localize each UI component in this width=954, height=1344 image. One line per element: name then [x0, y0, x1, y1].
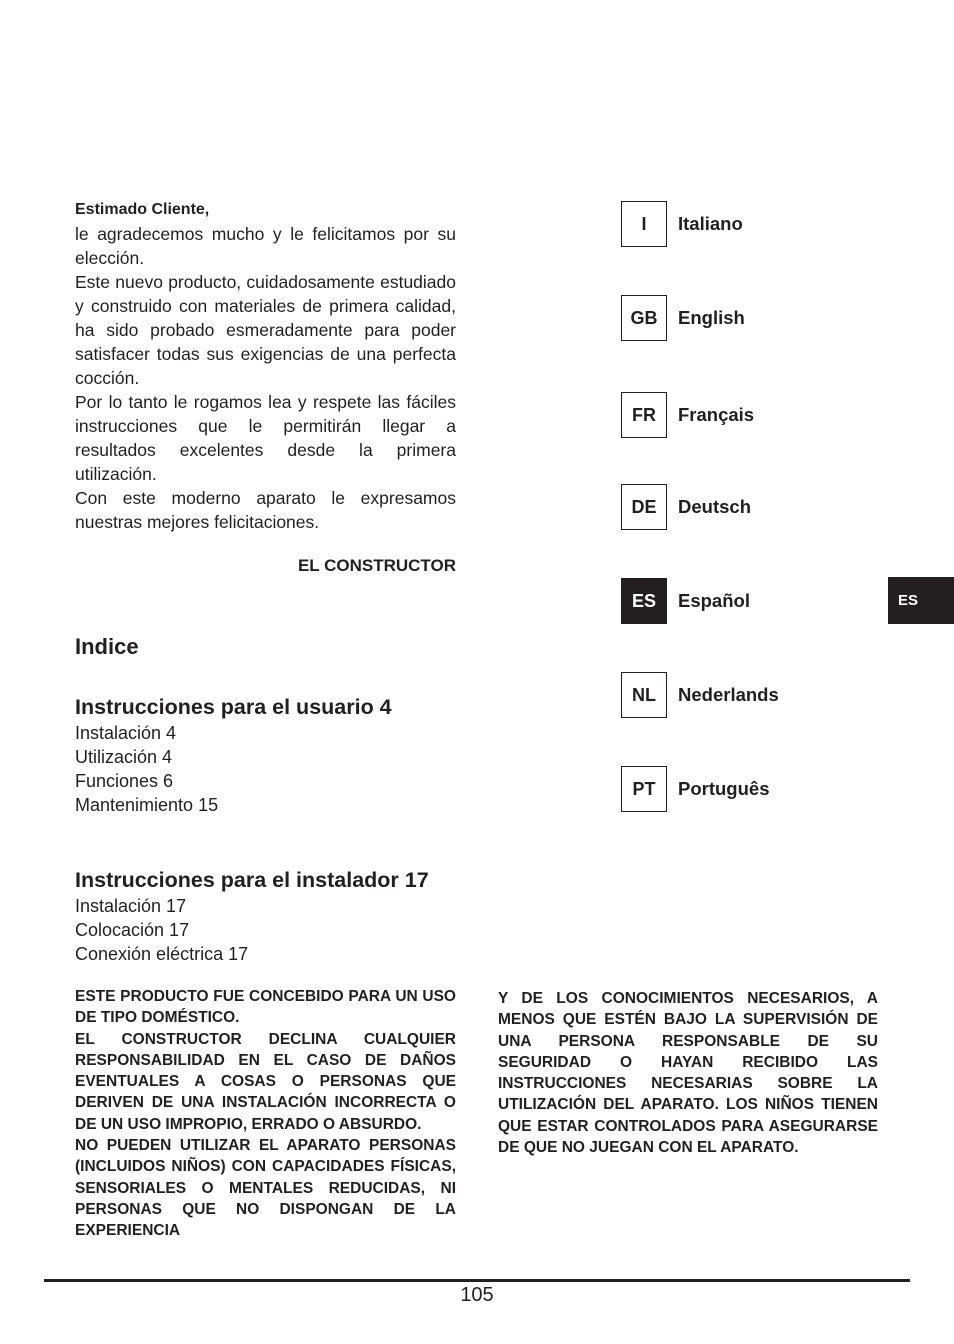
warning-paragraph: NO PUEDEN UTILIZAR EL APARATO PERSONAS (INCLUIDOS NIÑOS) CON CAPACIDADES FÍSICAS, SENSORIALES O MENTALES REDUCIDAS, NI PERSONAS QUE NO DISPONGAN DE LA EXPERIENCIA — [75, 1137, 456, 1240]
language-item-english[interactable] — [621, 295, 745, 341]
toc-item[interactable]: Instalación 4 — [75, 723, 177, 743]
footer-divider — [44, 1279, 910, 1282]
language-code-active: ES — [621, 578, 667, 624]
toc-item[interactable]: Mantenimiento 15 — [75, 795, 219, 815]
installer-section — [75, 866, 429, 966]
greeting: Estimado Cliente, — [75, 201, 210, 218]
language-code: DE — [621, 484, 667, 530]
language-code: NL — [621, 672, 667, 718]
user-section-heading: Instrucciones para el usuario 4 — [75, 695, 392, 719]
language-item-italiano[interactable] — [621, 201, 743, 247]
installer-section-list — [75, 894, 429, 966]
language-name: Français — [678, 404, 755, 425]
warning-paragraph: ESTE PRODUCTO FUE CONCEBIDO PARA UN USO DE TIPO DOMÉSTICO. — [75, 988, 456, 1027]
language-code: GB — [621, 295, 667, 341]
intro-paragraph-2: Este nuevo producto, cuidadosamente estudiado y construido con materiales de primera calidad, ha sido probado esmeradamente para poder satisfacer todas sus exigencias de una perfecta cocción. — [75, 272, 456, 388]
warning-left — [75, 986, 456, 1242]
side-language-tab: ES — [888, 577, 954, 624]
language-item-deutsch[interactable] — [621, 484, 751, 530]
language-item-portugues[interactable] — [621, 766, 769, 812]
warning-right — [498, 988, 878, 1158]
intro-paragraph-4: Con este moderno aparato le expresamos nuestras mejores felicitaciones. — [75, 488, 456, 532]
intro-paragraph-3: Por lo tanto le rogamos lea y respete las fáciles instrucciones que le permitirán llegar a resultados excelentes desde la primera utilización. — [75, 392, 456, 484]
index-title: Indice — [75, 634, 139, 659]
intro-letter — [75, 198, 456, 534]
user-section — [75, 693, 392, 817]
language-name: Español — [678, 590, 750, 611]
installer-section-heading: Instrucciones para el instalador 17 — [75, 868, 429, 892]
toc-item[interactable]: Conexión eléctrica 17 — [75, 944, 249, 964]
signature: EL CONSTRUCTOR — [297, 556, 456, 575]
language-name: Italiano — [678, 213, 743, 234]
toc-item[interactable]: Colocación 17 — [75, 920, 190, 940]
warning-paragraph: Y DE LOS CONOCIMIENTOS NECESARIOS, A MENOS QUE ESTÉN BAJO LA SUPERVISIÓN DE UNA PERSONA RESPONSABLE DE SU SEGURIDAD O HAYAN RECIBIDO LAS INSTRUCCIONES NECESARIAS SOBRE LA UTILIZACIÓN DEL APARATO. LOS NIÑOS TIENEN QUE ESTAR CONTROLADOS PARA ASEGURARSE DE QUE NO JUEGAN CON EL APARATO. — [498, 990, 878, 1157]
language-name: Português — [678, 778, 770, 799]
toc-item[interactable]: Utilización 4 — [75, 747, 173, 767]
language-name: Deutsch — [678, 496, 751, 517]
intro-paragraph-1: le agradecemos mucho y le felicitamos por su elección. — [75, 224, 456, 268]
language-code: PT — [621, 766, 667, 812]
warning-paragraph: EL CONSTRUCTOR DECLINA CUALQUIER RESPONSABILIDAD EN EL CASO DE DAÑOS EVENTUALES A COSAS O PERSONAS QUE DERIVEN DE UNA INSTALACIÓN INCORRECTA O DE UN USO IMPROPIO, ERRADO O ABSURDO. — [75, 1030, 456, 1133]
toc-item[interactable]: Instalación 17 — [75, 896, 187, 916]
user-section-list — [75, 721, 392, 817]
language-name: Nederlands — [678, 684, 779, 705]
toc-item[interactable]: Funciones 6 — [75, 771, 174, 791]
language-name: English — [678, 307, 745, 328]
language-code: FR — [621, 392, 667, 438]
page-number: 105 — [460, 1284, 494, 1306]
language-item-francais[interactable] — [621, 392, 754, 438]
language-item-espanol[interactable] — [621, 578, 750, 624]
language-item-nederlands[interactable] — [621, 672, 779, 718]
language-code: I — [621, 201, 667, 247]
